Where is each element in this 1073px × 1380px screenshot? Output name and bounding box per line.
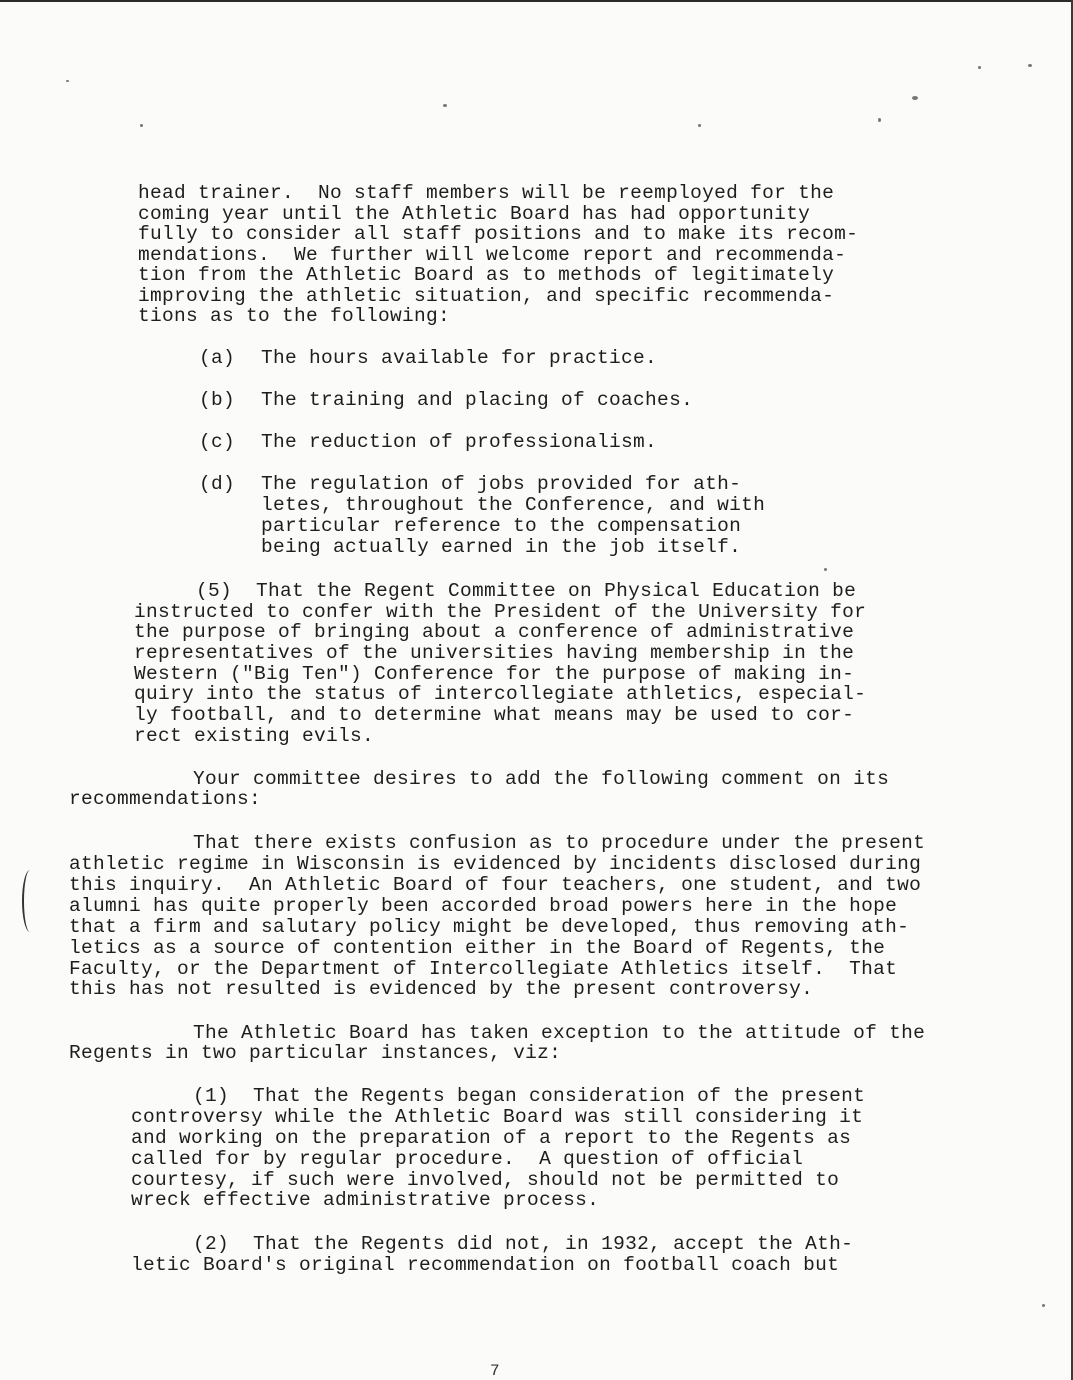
list-item-d-text: letes, throughout the Conference, and with <box>261 494 766 516</box>
text-line: improving the athletic situation, and specific recommenda- <box>138 285 835 307</box>
scan-speck <box>698 124 701 127</box>
text-line: (5) That the Regent Committee on Physical Education be <box>196 580 857 602</box>
text-line: tions as to the following: <box>138 305 451 327</box>
text-line: alumni has quite properly been accorded broad powers here in the hope <box>69 895 898 917</box>
text-line: recommendations: <box>69 788 262 810</box>
text-line: Western ("Big Ten") Conference for the purpose of making in- <box>134 663 855 685</box>
scan-speck <box>978 66 981 69</box>
text-line: athletic regime in Wisconsin is evidenced by incidents disclosed during <box>69 853 922 875</box>
text-line: ly football, and to determine what means may be used to cor- <box>134 704 855 726</box>
text-line: wreck effective administrative process. <box>131 1189 600 1211</box>
text-line: (2) That the Regents did not, in 1932, accept the Ath- <box>193 1233 854 1255</box>
text-line: coming year until the Athletic Board has had opportunity <box>138 203 811 225</box>
text-line: courtesy, if such were involved, should not be permitted to <box>131 1169 840 1191</box>
text-line: That there exists confusion as to procedure under the present <box>193 832 926 854</box>
list-item-d-text: The regulation of jobs provided for ath- <box>261 473 742 495</box>
text-line: mendations. We further will welcome report and recommenda- <box>138 244 847 266</box>
list-marker-d: (d) <box>199 473 236 495</box>
list-item-d-text: being actually earned in the job itself. <box>261 536 742 558</box>
text-line: this has not resulted is evidenced by the present controversy. <box>69 978 814 1000</box>
text-line: tion from the Athletic Board as to methods of legitimately <box>138 264 835 286</box>
text-line: Faculty, or the Department of Intercollegiate Athletics itself. That <box>69 958 898 980</box>
text-line: letics as a source of contention either in the Board of Regents, the <box>69 937 886 959</box>
scan-speck <box>140 124 143 127</box>
scan-speck <box>824 568 827 571</box>
text-line: letic Board's original recommendation on football coach but <box>131 1254 840 1276</box>
text-line: controversy while the Athletic Board was still considering it <box>131 1106 864 1128</box>
list-item-b-text: The training and placing of coaches. <box>261 389 694 411</box>
text-line: Regents in two particular instances, viz: <box>69 1042 562 1064</box>
scan-speck <box>1028 64 1032 67</box>
scan-speck <box>1042 1304 1045 1307</box>
text-line: the purpose of bringing about a conference of administrative <box>134 621 855 643</box>
list-marker-c: (c) <box>199 431 236 453</box>
text-line: head trainer. No staff members will be reemployed for the <box>138 182 835 204</box>
page-number: 7 <box>490 1362 500 1380</box>
scan-speck <box>912 96 918 100</box>
scan-speck <box>878 118 881 122</box>
text-line: Your committee desires to add the following comment on its <box>193 768 890 790</box>
text-line: and working on the preparation of a report to the Regents as <box>131 1127 852 1149</box>
text-line: called for by regular procedure. A question of official <box>131 1148 804 1170</box>
text-line: The Athletic Board has taken exception to the attitude of the <box>193 1022 926 1044</box>
list-item-a-text: The hours available for practice. <box>261 347 658 369</box>
text-line: that a firm and salutary policy might be developed, thus removing ath- <box>69 916 910 938</box>
text-line: fully to consider all staff positions and to make its recom- <box>138 223 859 245</box>
text-line: instructed to confer with the President of the University for <box>134 601 867 623</box>
text-line: this inquiry. An Athletic Board of four teachers, one student, and two <box>69 874 922 896</box>
list-item-c-text: The reduction of professionalism. <box>261 431 658 453</box>
text-line: (1) That the Regents began consideration of the present <box>193 1085 866 1107</box>
scan-speck <box>66 80 69 82</box>
list-item-d-text: particular reference to the compensation <box>261 515 742 537</box>
text-line: representatives of the universities having membership in the <box>134 642 855 664</box>
list-marker-a: (a) <box>199 347 236 369</box>
scan-speck <box>443 104 447 107</box>
page-top-edge <box>0 0 1073 2</box>
text-line: rect existing evils. <box>134 725 375 747</box>
margin-bracket-mark <box>22 870 38 932</box>
list-marker-b: (b) <box>199 389 236 411</box>
text-line: quiry into the status of intercollegiate athletics, especial- <box>134 683 867 705</box>
